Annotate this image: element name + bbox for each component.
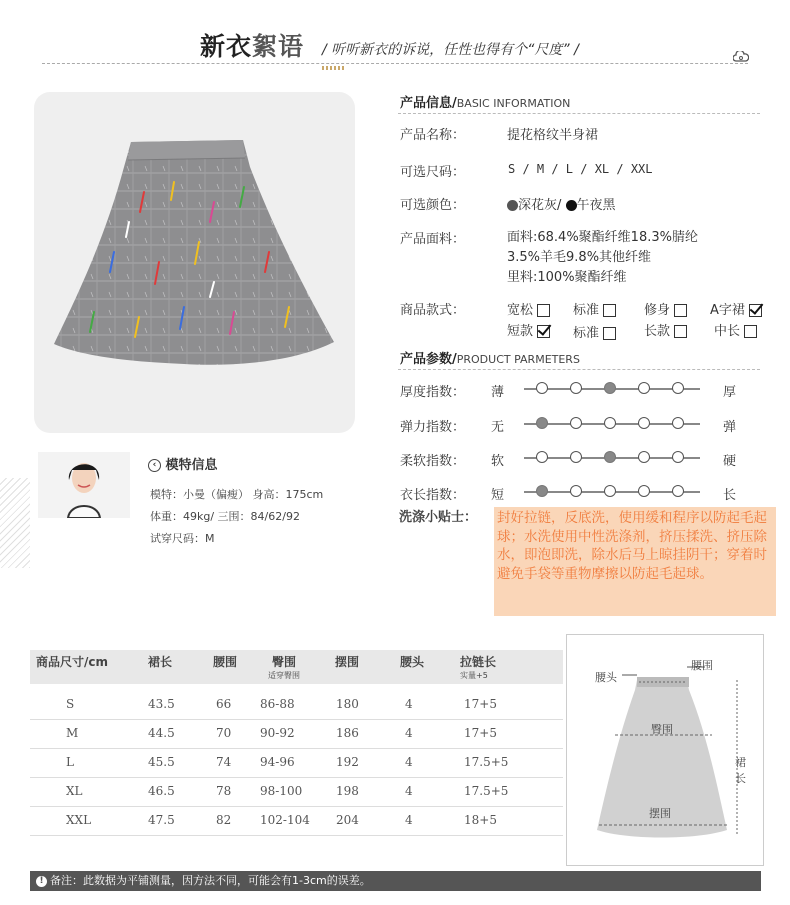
checkbox-checked-icon bbox=[537, 325, 550, 338]
cell-waist: 74 bbox=[216, 755, 232, 769]
fabric-line-1: 面料:68.4%聚酯纤维18.3%腈纶 bbox=[507, 230, 698, 245]
param-min-label: 短 bbox=[491, 488, 505, 503]
header-dots bbox=[322, 66, 346, 70]
cell-zipper: 17.5+5 bbox=[464, 755, 509, 769]
color-name-gray: 深花灰/ bbox=[518, 198, 562, 213]
slider-dot bbox=[570, 451, 582, 463]
param-min-label: 软 bbox=[491, 454, 505, 469]
decor-stripes bbox=[0, 478, 30, 568]
product-photo bbox=[34, 92, 355, 433]
basic-info-title-en: BASIC INFORMATION bbox=[456, 97, 571, 110]
cell-waist: 82 bbox=[216, 813, 232, 827]
cell-hip: 98-100 bbox=[260, 784, 303, 798]
cell-size: XL bbox=[66, 784, 83, 798]
slider-dot bbox=[638, 417, 650, 429]
cell-waistband: 4 bbox=[405, 755, 413, 769]
checkbox-checked-icon bbox=[749, 304, 762, 317]
cell-size: L bbox=[66, 755, 74, 769]
cell-hem: 180 bbox=[336, 697, 359, 711]
model-line-2: 体重：49kg/ 三围：84/62/92 bbox=[150, 510, 300, 523]
note-text: 备注：此数据为平铺测量，因方法不同，可能会有1-3cm的误差。 bbox=[50, 874, 371, 887]
style-option-label: 标准 bbox=[573, 326, 600, 341]
cell-size: M bbox=[66, 726, 79, 740]
cell-waist: 70 bbox=[216, 726, 232, 740]
cell-zipper: 18+5 bbox=[464, 813, 497, 827]
param-label: 厚度指数： bbox=[400, 385, 466, 400]
cell-zipper: 17+5 bbox=[464, 697, 497, 711]
table-row-divider bbox=[30, 777, 563, 778]
table-row-divider bbox=[30, 835, 563, 836]
cloud-icon bbox=[733, 51, 749, 63]
cell-hem: 204 bbox=[336, 813, 359, 827]
cell-waist: 66 bbox=[216, 697, 232, 711]
color-swatch-black bbox=[566, 200, 577, 211]
fabric-value bbox=[507, 228, 698, 288]
param-max-label: 厚 bbox=[723, 385, 737, 400]
param-label: 柔软指数： bbox=[400, 454, 466, 469]
style-option-standard bbox=[573, 299, 616, 318]
params-title bbox=[400, 348, 580, 367]
header-zipper bbox=[460, 653, 496, 681]
diagram-hem: 摆围 bbox=[649, 807, 671, 820]
header-hip bbox=[268, 653, 300, 681]
header-zipper-sub: 实量+5 bbox=[460, 671, 488, 680]
color-name-black: 午夜黑 bbox=[576, 198, 616, 213]
cell-hip: 94-96 bbox=[260, 755, 295, 769]
slider-dot bbox=[536, 382, 548, 394]
size-table-header bbox=[30, 650, 563, 684]
cell-waistband: 4 bbox=[405, 813, 413, 827]
cell-length: 45.5 bbox=[148, 755, 175, 769]
model-line-1: 模特：小曼（偏瘦） 身高：175cm bbox=[150, 488, 324, 501]
color-options bbox=[507, 194, 616, 213]
basic-info-title bbox=[400, 92, 570, 111]
style-option-mid bbox=[714, 320, 757, 339]
checkbox-icon bbox=[744, 325, 757, 338]
param-slider bbox=[524, 447, 704, 469]
wash-tips-text: 封好拉链，反底洗，使用缓和程序以防起毛起球；水洗使用中性洗涤剂，挤压揉洗、挤压除水，即泡即洗，除水后马上晾挂阴干；穿着时避免手袋等重物摩擦以防起毛起球。 bbox=[494, 507, 776, 616]
cell-zipper: 17.5+5 bbox=[464, 784, 509, 798]
model-photo bbox=[38, 452, 130, 518]
model-avatar bbox=[38, 452, 130, 518]
slider-dot-selected bbox=[604, 451, 616, 463]
cell-waistband: 4 bbox=[405, 697, 413, 711]
slider-dot bbox=[536, 451, 548, 463]
cell-size: XXL bbox=[66, 813, 92, 827]
header-length: 裙长 bbox=[148, 655, 173, 669]
params-title-cn: 产品参数/ bbox=[400, 352, 457, 367]
table-row-divider bbox=[30, 748, 563, 749]
style-option-short bbox=[507, 320, 550, 339]
header-size: 商品尺寸/cm bbox=[36, 655, 109, 669]
cell-zipper: 17+5 bbox=[464, 726, 497, 740]
basic-info-divider bbox=[398, 113, 760, 114]
size-diagram bbox=[566, 634, 764, 866]
slider-dot bbox=[672, 382, 684, 394]
style-option-a-line bbox=[710, 299, 762, 318]
slider-dot-selected bbox=[604, 382, 616, 394]
slider-dot bbox=[604, 417, 616, 429]
param-label: 衣长指数： bbox=[400, 488, 466, 503]
style-option-long bbox=[644, 320, 687, 339]
diagram-waist-head: 腰头 bbox=[595, 671, 617, 684]
style-option-label: 中长 bbox=[714, 324, 741, 339]
checkbox-icon bbox=[674, 304, 687, 317]
slider-dot bbox=[570, 485, 582, 497]
wash-tips-label: 洗涤小贴士： bbox=[399, 510, 478, 525]
style-option-label: 长款 bbox=[644, 324, 671, 339]
color-swatch-gray bbox=[507, 200, 518, 211]
style-option-label: 标准 bbox=[573, 303, 600, 318]
cell-hip: 102-104 bbox=[260, 813, 310, 827]
diagram-length: 裙长 bbox=[735, 756, 746, 785]
param-slider bbox=[524, 413, 704, 435]
skirt-image bbox=[34, 92, 355, 433]
style-option-loose bbox=[507, 299, 550, 318]
fabric-line-3: 里料:100%聚酯纤维 bbox=[507, 270, 627, 285]
style-option-label: 宽松 bbox=[507, 303, 534, 318]
table-row-divider bbox=[30, 806, 563, 807]
param-label: 弹力指数： bbox=[400, 420, 466, 435]
header-divider bbox=[42, 63, 748, 64]
slider-dot bbox=[638, 451, 650, 463]
header-waist: 腰围 bbox=[213, 655, 238, 669]
size-value: S / M / L / XL / XXL bbox=[508, 162, 653, 176]
slider-dot bbox=[570, 417, 582, 429]
brand-part2: 絮语 bbox=[252, 32, 305, 61]
cell-length: 47.5 bbox=[148, 813, 175, 827]
header-waistband: 腰头 bbox=[400, 655, 425, 669]
note-bar bbox=[30, 871, 761, 891]
slider-dot bbox=[638, 382, 650, 394]
cell-waistband: 4 bbox=[405, 784, 413, 798]
fabric-line-2: 3.5%羊毛9.8%其他纤维 bbox=[507, 250, 652, 265]
slider-dot bbox=[570, 382, 582, 394]
param-min-label: 薄 bbox=[491, 385, 505, 400]
style-option-label: A字裙 bbox=[710, 303, 745, 318]
params-divider bbox=[398, 369, 760, 370]
cell-waist: 78 bbox=[216, 784, 232, 798]
brand-logo bbox=[200, 27, 304, 63]
fabric-label: 产品面料： bbox=[400, 232, 466, 247]
param-max-label: 长 bbox=[723, 488, 737, 503]
cell-size: S bbox=[66, 697, 75, 711]
slider-dot bbox=[672, 451, 684, 463]
cell-hip: 86-88 bbox=[260, 697, 295, 711]
table-row-divider bbox=[30, 719, 563, 720]
product-name-label: 产品名称： bbox=[400, 128, 466, 143]
slider-dot bbox=[672, 485, 684, 497]
size-label: 可选尺码： bbox=[400, 165, 466, 180]
slider-dot bbox=[672, 417, 684, 429]
cell-hem: 198 bbox=[336, 784, 359, 798]
cell-length: 43.5 bbox=[148, 697, 175, 711]
slider-dot bbox=[604, 485, 616, 497]
style-option-standard-length bbox=[573, 322, 616, 341]
color-label: 可选颜色： bbox=[400, 198, 466, 213]
param-slider bbox=[524, 481, 704, 503]
diagram-waist: 腰围 bbox=[691, 659, 713, 672]
header-hip-sub: 适穿臀围 bbox=[268, 671, 300, 680]
info-icon: ! bbox=[36, 876, 47, 887]
arrow-left-icon: ‹ bbox=[148, 459, 161, 472]
cell-length: 46.5 bbox=[148, 784, 175, 798]
diagram-hip: 臀围 bbox=[651, 723, 673, 736]
slider-dot-selected bbox=[536, 485, 548, 497]
cell-hem: 186 bbox=[336, 726, 359, 740]
checkbox-icon bbox=[537, 304, 550, 317]
style-option-slim bbox=[644, 299, 687, 318]
header-zipper-text: 拉链长 bbox=[460, 655, 497, 669]
slider-dot-selected bbox=[536, 417, 548, 429]
param-min-label: 无 bbox=[491, 420, 505, 435]
param-max-label: 弹 bbox=[723, 420, 737, 435]
model-title bbox=[148, 454, 218, 473]
product-name-value: 提花格纹半身裙 bbox=[507, 128, 599, 143]
checkbox-icon bbox=[603, 327, 616, 340]
cell-hem: 192 bbox=[336, 755, 359, 769]
cell-waistband: 4 bbox=[405, 726, 413, 740]
style-label: 商品款式： bbox=[400, 303, 466, 318]
style-option-label: 修身 bbox=[644, 303, 671, 318]
checkbox-icon bbox=[674, 325, 687, 338]
slider-dot bbox=[638, 485, 650, 497]
header-hem: 摆围 bbox=[335, 655, 360, 669]
style-option-label: 短款 bbox=[507, 324, 534, 339]
params-title-en: PRODUCT PARMETERS bbox=[456, 353, 580, 366]
tagline: / 听听新衣的诉说，任性也得有个“尺度” / bbox=[322, 42, 579, 58]
basic-info-title-cn: 产品信息/ bbox=[400, 96, 457, 111]
model-line-3: 试穿尺码：M bbox=[150, 532, 215, 545]
param-slider bbox=[524, 378, 704, 400]
cell-hip: 90-92 bbox=[260, 726, 295, 740]
model-title-text: 模特信息 bbox=[165, 458, 218, 473]
brand-part1: 新衣 bbox=[200, 32, 253, 61]
header-hip-text: 臀围 bbox=[271, 655, 296, 669]
checkbox-icon bbox=[603, 304, 616, 317]
cell-length: 44.5 bbox=[148, 726, 175, 740]
param-max-label: 硬 bbox=[723, 454, 737, 469]
